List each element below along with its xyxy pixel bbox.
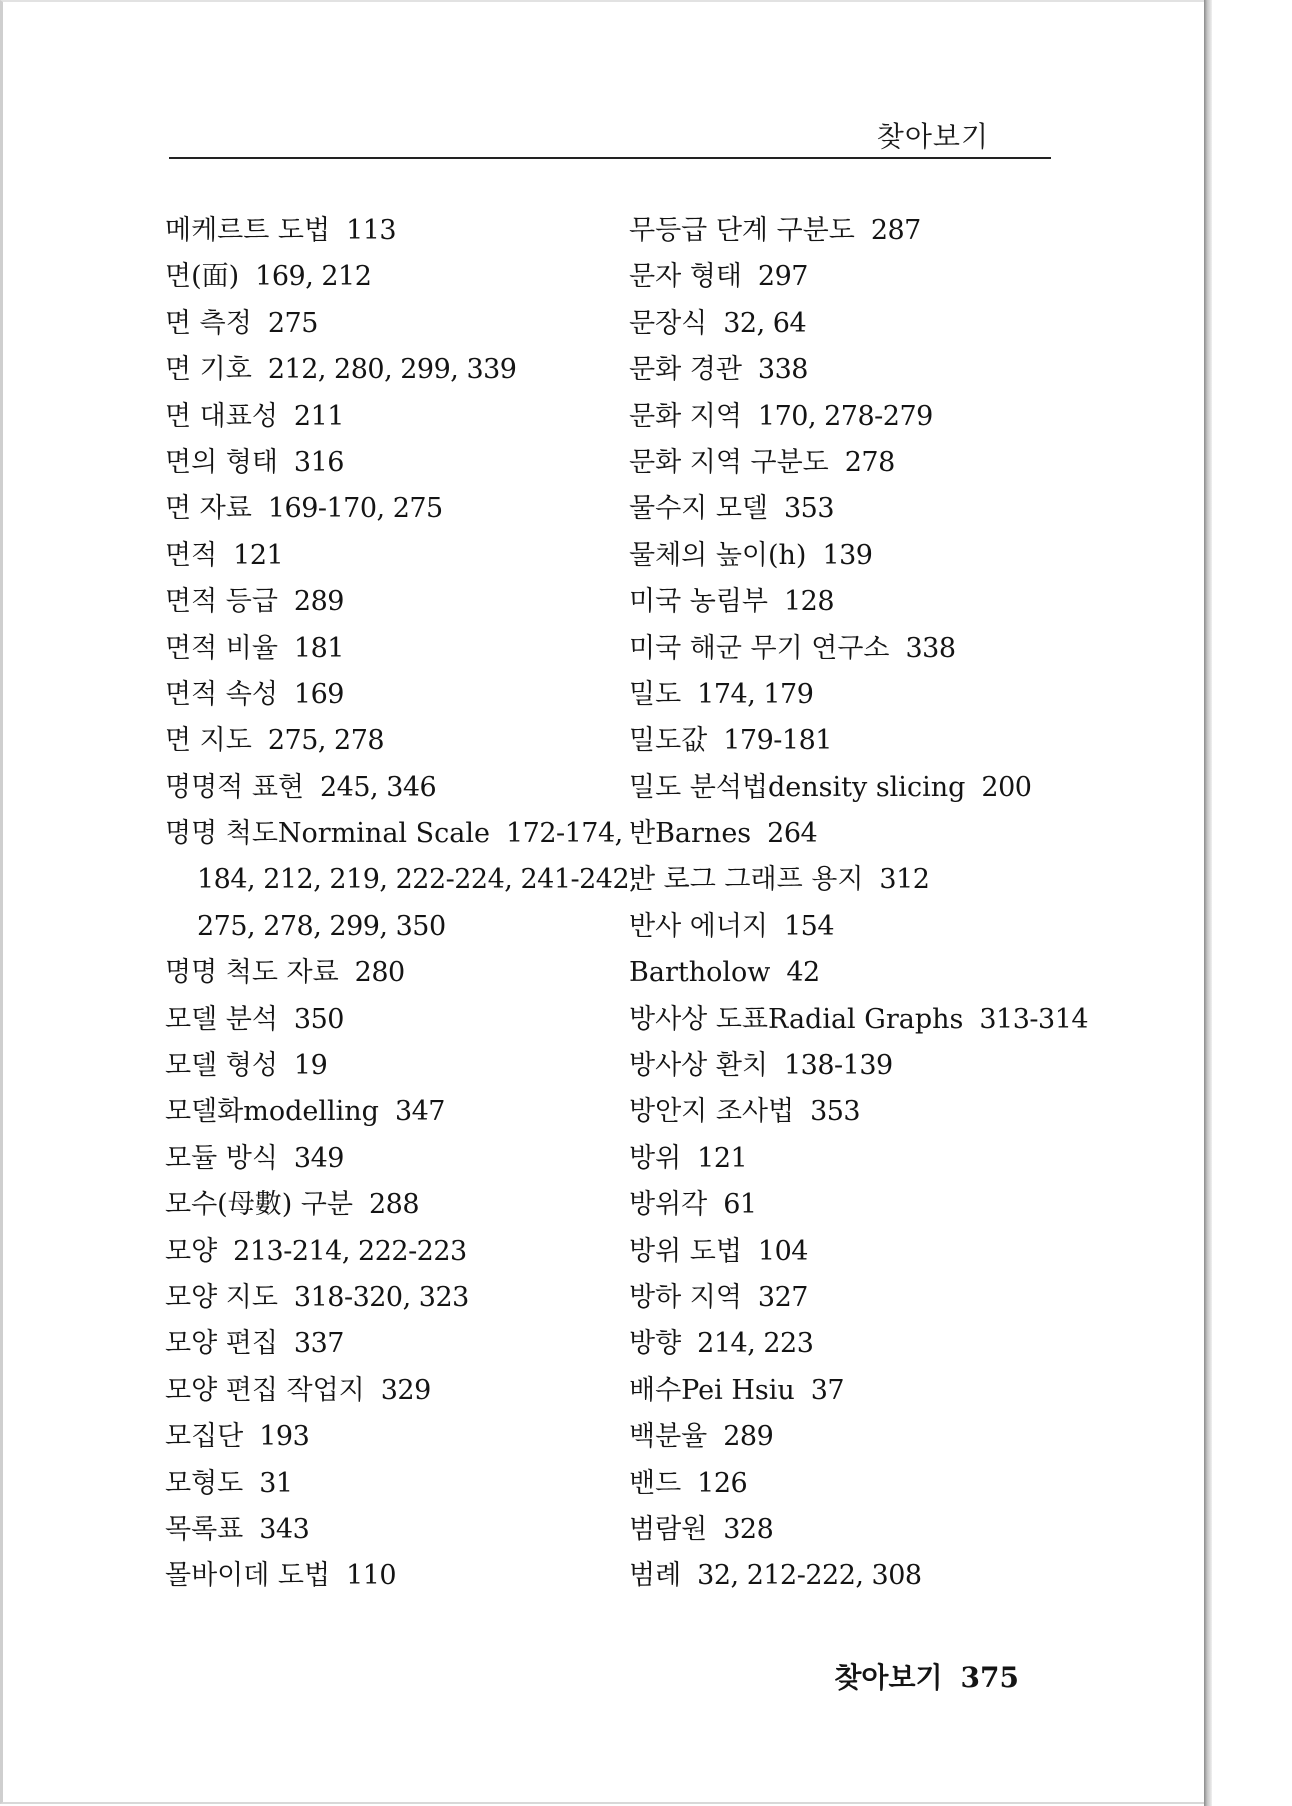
index-entry: [165, 904, 625, 950]
index-entry: [629, 1182, 1069, 1228]
index-entry: [629, 1553, 1069, 1599]
index-entry: [629, 1321, 1069, 1367]
index-entry: [629, 997, 1089, 1043]
index-pages: 169, 212: [255, 261, 372, 293]
index-pages: 121: [233, 539, 284, 571]
index-term: 밀도 분석법density slicing: [629, 771, 966, 803]
index-pages: 104: [757, 1235, 808, 1267]
index-pages: 327: [757, 1281, 808, 1313]
index-pages: 121: [697, 1142, 748, 1174]
index-entry: [165, 811, 625, 857]
index-entry: [629, 394, 1069, 440]
index-term: 명명적 표현: [165, 771, 304, 803]
index-term: 미국 농림부: [629, 586, 768, 618]
index-term: 반사 에너지: [629, 910, 768, 942]
index-pages: 316: [293, 446, 344, 478]
index-term: 밀도값: [629, 725, 708, 757]
index-entry: [629, 440, 1069, 486]
index-term: 면적 속성: [165, 678, 278, 710]
index-pages: 350: [293, 1003, 344, 1035]
index-term: 문화 지역 구분도: [629, 446, 829, 478]
index-entry: [165, 1368, 625, 1414]
index-pages: 278: [844, 446, 895, 478]
index-entry: [629, 579, 1069, 625]
index-pages: 264: [767, 818, 818, 850]
index-pages: 61: [723, 1189, 757, 1221]
index-pages: 37: [810, 1374, 845, 1406]
index-term: 반 로그 그래프 용지: [629, 864, 864, 896]
index-entry: [165, 208, 625, 254]
index-entry: [165, 533, 625, 579]
index-pages: 213-214, 222-223: [233, 1235, 467, 1267]
index-term: 명명 척도 자료: [165, 957, 339, 989]
index-entry: [629, 626, 1069, 672]
index-entry: [629, 208, 1069, 254]
index-pages: 353: [784, 493, 835, 525]
index-pages: 181: [293, 632, 344, 664]
index-pages: 353: [810, 1096, 861, 1128]
index-entry: [165, 1089, 625, 1135]
index-pages: 275: [267, 307, 318, 339]
index-pages: 179-181: [723, 725, 832, 757]
index-pages: 289: [293, 586, 344, 618]
index-term: 목록표: [165, 1513, 244, 1545]
index-column-right: [629, 208, 1089, 1600]
index-entry: [629, 950, 1069, 996]
index-entry: [165, 1461, 625, 1507]
index-pages: 297: [757, 261, 808, 293]
index-entry: [165, 1182, 625, 1228]
index-pages: 174, 179: [697, 678, 814, 710]
index-term: 방사상 도표Radial Graphs: [629, 1003, 964, 1035]
index-entry: [165, 1321, 625, 1367]
index-term: 모양 지도: [165, 1281, 278, 1313]
index-term: Bartholow: [629, 957, 771, 989]
index-term: 문화 경관: [629, 354, 742, 386]
index-term: 미국 해군 무기 연구소: [629, 632, 890, 664]
index-term: 모델화modelling: [165, 1096, 379, 1128]
index-entry: [629, 765, 1069, 811]
index-entry: [629, 254, 1069, 300]
index-entry: [165, 672, 625, 718]
index-entry: [629, 811, 1069, 857]
index-term: 면의 형태: [165, 446, 278, 478]
index-term: 밴드: [629, 1467, 682, 1499]
index-entry: [165, 626, 625, 672]
index-pages: 169-170, 275: [267, 493, 443, 525]
index-term: 몰바이데 도법: [165, 1560, 331, 1592]
index-entry: [629, 1089, 1069, 1135]
index-pages: 313-314: [979, 1003, 1089, 1035]
index-term: 모양: [165, 1235, 218, 1267]
index-column-left: [165, 208, 638, 1600]
index-entry: [629, 1507, 1069, 1553]
index-pages: 343: [259, 1513, 310, 1545]
index-entry: [165, 1553, 625, 1599]
header-rule: [169, 157, 1051, 159]
index-entry: [629, 1368, 1069, 1414]
index-entry: [165, 486, 625, 532]
index-pages: 328: [723, 1513, 774, 1545]
index-term: 백분율: [629, 1421, 708, 1453]
index-term: 모델 분석: [165, 1003, 278, 1035]
page-edge-shadow: [1204, 0, 1212, 1806]
index-term: 면 기호: [165, 354, 252, 386]
index-pages: 126: [697, 1467, 748, 1499]
index-term: 방위각: [629, 1189, 708, 1221]
index-term: 모듈 방식: [165, 1142, 278, 1174]
index-pages: 169: [293, 678, 344, 710]
index-pages: 338: [905, 632, 956, 664]
index-entry: [629, 1136, 1069, 1182]
index-pages: 31: [259, 1467, 293, 1499]
index-term: 문자 형태: [629, 261, 742, 293]
index-pages: 42: [786, 957, 820, 989]
index-term: 범례: [629, 1560, 682, 1592]
index-entry: [165, 579, 625, 625]
index-pages: 32, 64: [723, 307, 807, 339]
index-pages: 329: [380, 1374, 431, 1406]
index-entry: [629, 718, 1069, 764]
index-pages: 275, 278: [267, 725, 385, 757]
index-term: 모델 형성: [165, 1050, 278, 1082]
index-entry: [165, 440, 625, 486]
index-pages: 338: [757, 354, 808, 386]
index-term: 방사상 환치: [629, 1050, 768, 1082]
index-pages: 288: [368, 1189, 420, 1221]
index-term: 범람원: [629, 1513, 708, 1545]
index-pages: 349: [293, 1142, 344, 1174]
index-pages: 138-139: [784, 1050, 893, 1082]
index-entry: [629, 301, 1069, 347]
index-entry: [165, 1275, 625, 1321]
index-entry: [165, 1229, 625, 1275]
index-term: 배수Pei Hsiu: [629, 1374, 795, 1406]
index-term: 밀도: [629, 678, 682, 710]
index-term: 메케르트 도법: [165, 215, 331, 246]
index-term: 방위: [629, 1142, 682, 1174]
index-entry: [629, 1461, 1069, 1507]
index-pages: 280: [354, 957, 405, 989]
footer-label: 찾아보기: [834, 1661, 943, 1694]
index-entry: [629, 1275, 1069, 1321]
index-term: 면 측정: [165, 307, 252, 339]
index-term: 명명 척도Norminal Scale: [165, 818, 490, 850]
index-entry: [165, 1507, 625, 1553]
index-term: 면 자료: [165, 493, 252, 525]
index-entry: [165, 857, 638, 903]
index-entry: [629, 1043, 1069, 1089]
index-pages: 154: [784, 910, 835, 942]
index-entry: [629, 1414, 1069, 1460]
index-pages: 212, 280, 299, 339: [267, 354, 517, 386]
index-term: 방위 도법: [629, 1235, 742, 1267]
index-entry: [165, 718, 625, 764]
index-pages: 172-174,: [505, 818, 623, 850]
index-entry: [165, 997, 625, 1043]
index-term: 모집단: [165, 1421, 244, 1453]
index-entry: [629, 1229, 1069, 1275]
index-pages: 170, 278-279: [757, 400, 933, 432]
index-entry: [165, 1414, 625, 1460]
index-term: 면적: [165, 539, 218, 571]
index-pages: 139: [822, 539, 873, 571]
index-pages: 289: [723, 1421, 774, 1453]
index-pages: 214, 223: [697, 1328, 814, 1360]
index-pages: 211: [293, 400, 344, 432]
index-entry: [165, 301, 625, 347]
index-term: 물체의 높이(h): [629, 539, 807, 571]
index-term: 반Barnes: [629, 818, 752, 850]
index-term: 면(面): [165, 261, 240, 293]
index-term: 방안지 조사법: [629, 1096, 795, 1128]
index-term: 무등급 단계 구분도: [629, 215, 855, 246]
index-entry: [629, 347, 1069, 393]
index-pages: 337: [293, 1328, 344, 1360]
index-pages: 312: [879, 864, 930, 896]
index-term: 모형도: [165, 1467, 244, 1499]
index-pages: 245, 346: [320, 771, 437, 803]
running-head: 찾아보기: [876, 120, 989, 153]
index-pages: 184, 212, 219, 222-224, 241-242,: [197, 864, 638, 896]
index-term: 물수지 모델: [629, 493, 768, 525]
index-entry: [165, 765, 625, 811]
index-pages: 19: [293, 1050, 328, 1082]
index-pages: 347: [394, 1096, 445, 1128]
index-pages: 110: [346, 1560, 397, 1592]
index-term: 방하 지역: [629, 1281, 742, 1313]
index-pages: 275, 278, 299, 350: [197, 910, 446, 942]
index-entry: [165, 394, 625, 440]
index-term: 모양 편집 작업지: [165, 1374, 365, 1406]
page-number: 375: [960, 1661, 1019, 1694]
index-entry: [629, 904, 1069, 950]
index-pages: 318-320, 323: [293, 1281, 469, 1313]
index-pages: 32, 212-222, 308: [697, 1560, 922, 1592]
index-pages: 113: [346, 215, 397, 246]
index-term: 면적 비율: [165, 632, 278, 664]
index-term: 모양 편집: [165, 1328, 278, 1360]
index-pages: 287: [870, 215, 921, 246]
index-term: 모수(母數) 구분: [165, 1189, 353, 1221]
index-entry: [165, 950, 625, 996]
index-term: 방향: [629, 1328, 682, 1360]
index-entry: [165, 1043, 625, 1089]
page-footer: [834, 1656, 1019, 1696]
index-entry: [165, 347, 625, 393]
index-term: 면 대표성: [165, 400, 278, 432]
index-term: 면 지도: [165, 725, 252, 757]
index-term: 문화 지역: [629, 400, 742, 432]
index-entry: [629, 486, 1069, 532]
index-term: 문장식: [629, 307, 708, 339]
index-entry: [629, 857, 1069, 903]
index-entry: [629, 533, 1069, 579]
index-pages: 128: [784, 586, 835, 618]
index-pages: 200: [981, 771, 1032, 803]
index-entry: [165, 254, 625, 300]
index-pages: 193: [259, 1421, 310, 1453]
index-entry: [629, 672, 1069, 718]
index-entry: [165, 1136, 625, 1182]
index-term: 면적 등급: [165, 586, 278, 618]
